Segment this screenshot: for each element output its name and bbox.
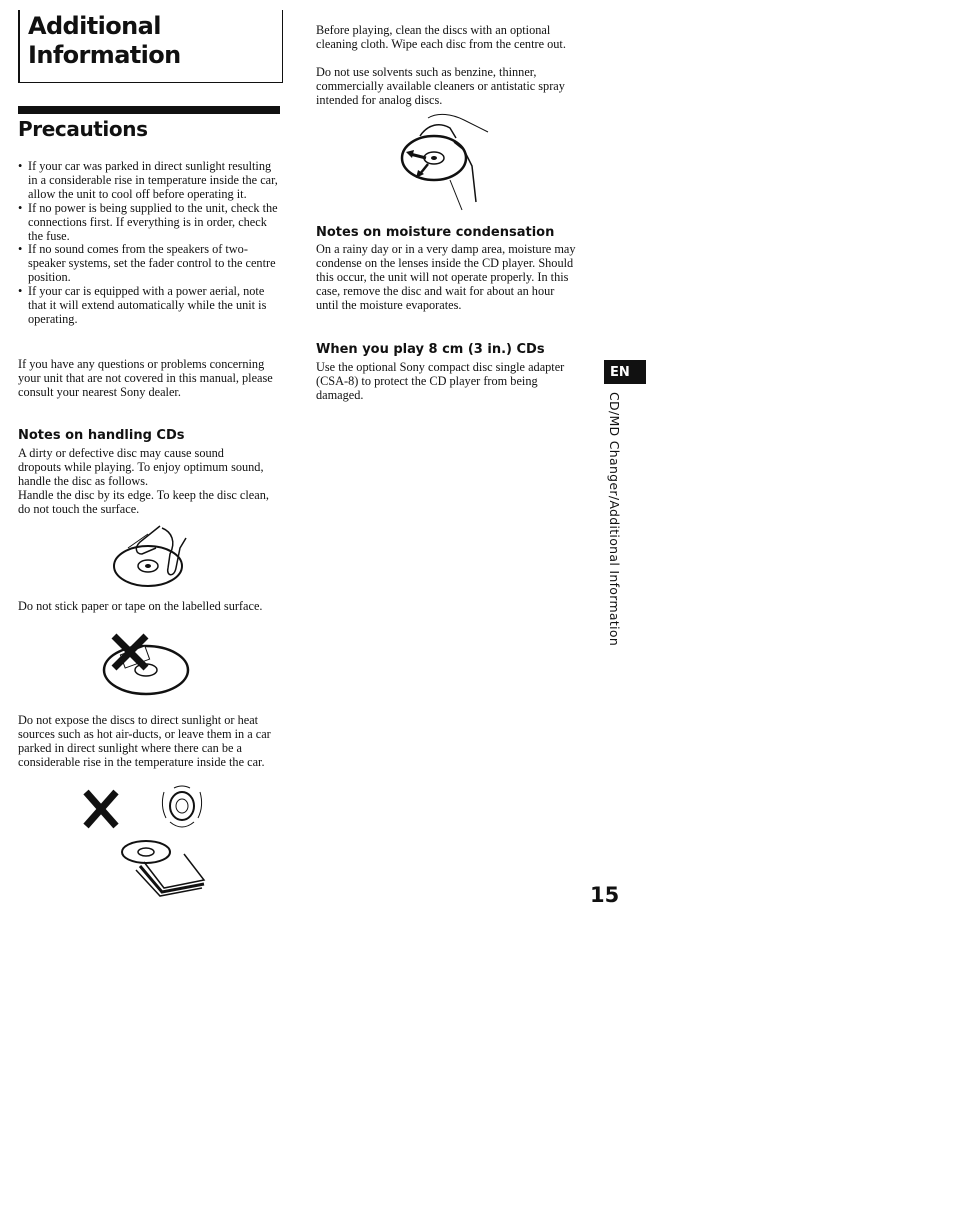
list-item: • If no power is being supplied to the unit, check the connections first. If everything is in order, check the fuse. [18, 202, 280, 244]
handling-paragraph-3: Do not stick paper or tape on the labelled surface. [18, 599, 263, 613]
questions-paragraph: If you have any questions or problems concerning your unit that are not covered in this manual, please consult your nearest Sony dealer. [18, 357, 273, 399]
list-item: • If no sound comes from the speakers of two-speaker systems, set the fader control to the centre position. [18, 243, 280, 285]
language-tab: EN [604, 360, 646, 384]
precautions-list [18, 160, 280, 327]
moisture-paragraph: On a rainy day or in a very damp area, moisture may condense on the lenses inside the CD player. Should this occur, the unit will not operate properly. In this case, remove the disc and wait for about an hour until the moisture evaporates. [316, 242, 576, 312]
section-title-line1: Additional [28, 12, 161, 40]
disc-cleaning-illustration [398, 110, 494, 214]
cleaning-paragraph-2: Do not use solvents such as benzine, thinner, commercially available cleaners or antistatic spray intended for analog discs. [316, 65, 565, 107]
heading-rule [18, 106, 280, 114]
handling-paragraph-1: A dirty or defective disc may cause sound dropouts while playing. To enjoy optimum sound, handle the disc as follows. [18, 446, 264, 488]
precautions-heading: Precautions [18, 117, 148, 141]
handling-paragraph-4: Do not expose the discs to direct sunlight or heat sources such as hot air-ducts, or leave them in a car parked in direct sunlight where there can be a considerable rise in the temperature inside the car. [18, 713, 271, 769]
list-item: • If your car was parked in direct sunlight resulting in a considerable rise in temperature inside the car, allow the unit to cool off before operating it. [18, 160, 280, 202]
list-item: • If your car is equipped with a power aerial, note that it will extend automatically while the unit is operating. [18, 285, 280, 327]
section-title [28, 12, 181, 70]
eight-cm-heading: When you play 8 cm (3 in.) CDs [316, 342, 545, 357]
cleaning-paragraph-1: Before playing, clean the discs with an optional cleaning cloth. Wipe each disc from the centre out. [316, 23, 566, 51]
side-section-label: CD/MD Changer/Additional Information [607, 392, 622, 647]
eight-cm-paragraph: Use the optional Sony compact disc single adapter (CSA-8) to protect the CD player from being damaged. [316, 360, 565, 402]
handling-heading: Notes on handling CDs [18, 428, 185, 443]
moisture-heading: Notes on moisture condensation [316, 225, 555, 240]
section-title-line2: Information [28, 41, 181, 69]
page-number: 15 [590, 883, 620, 907]
disc-handling-illustration [108, 520, 198, 588]
sun-heat-illustration [84, 788, 214, 896]
no-tape-illustration [100, 632, 196, 700]
handling-paragraph-2: Handle the disc by its edge. To keep the disc clean, do not touch the surface. [18, 488, 269, 516]
